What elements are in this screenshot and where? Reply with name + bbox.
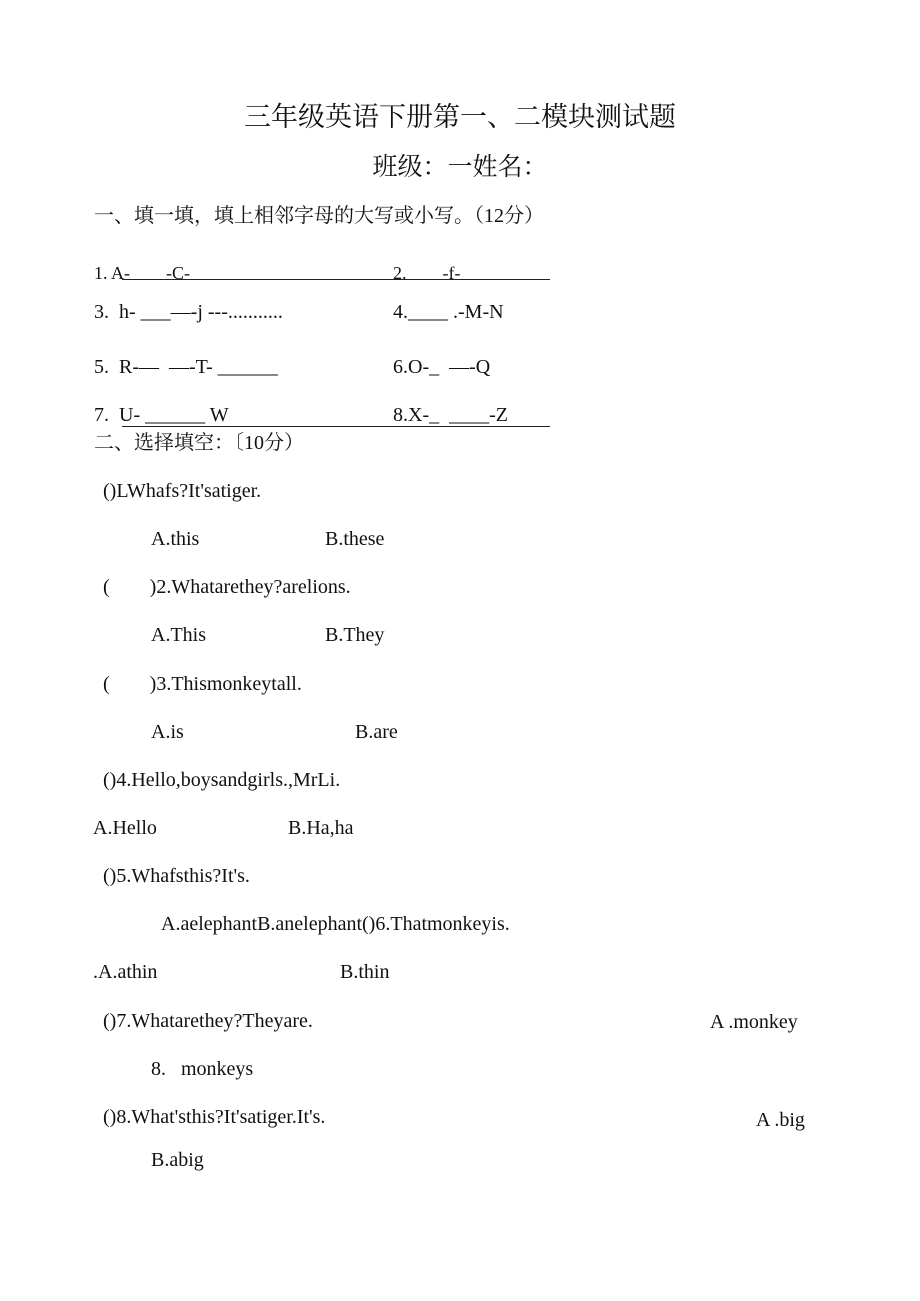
q8-option-a: A .big: [756, 1109, 805, 1131]
q6-option-a: .A.athin: [93, 961, 158, 983]
q3-stem: ( )3.Thismonkeytall.: [103, 673, 302, 695]
q4-option-a: A.Hello: [93, 817, 157, 839]
q8-option-b: B.abig: [151, 1149, 204, 1171]
page-title: 三年级英语下册第一、二模块测试题: [244, 102, 676, 132]
q2-stem: ( )2.Whatarethey?arelions.: [103, 576, 351, 598]
q5-options-q6-stem: A.aelephantB.anelephant()6.Thatmonkeyis.: [161, 913, 510, 935]
q2-option-b: B.They: [325, 624, 385, 646]
section-1-heading: 一、填一填，填上相邻字母的大写或小写。（12分）: [94, 205, 544, 227]
s1-item-1: 1. A- -C-: [94, 263, 190, 283]
q8-stem: ()8.What'sthis?It'satiger.It's.: [103, 1106, 326, 1128]
s1-item-6: 6.O-_ —-Q: [393, 356, 491, 378]
q3-option-a: A.is: [151, 721, 184, 743]
q2-option-a: A.This: [151, 624, 206, 646]
s1-item-8: 8.X-_ ____-Z: [393, 404, 508, 426]
answer-line: [122, 279, 550, 280]
q3-option-b: B.are: [355, 721, 398, 743]
answer-line: [122, 426, 550, 427]
q1-option-b: B.these: [325, 528, 385, 550]
q7-stem: ()7.Whatarethey?Theyare.: [103, 1010, 313, 1032]
q7-option-b: 8. monkeys: [151, 1058, 254, 1080]
q6-option-b: B.thin: [340, 961, 390, 983]
s1-item-5: 5. R-— —-T- ______: [94, 356, 278, 378]
section-2-heading: 二、选择填空：〔10分）: [94, 432, 304, 454]
class-name-line: 班级：一姓名：: [372, 154, 548, 181]
s1-item-3: 3. h- ___—-j ---...........: [94, 301, 283, 323]
q7-option-a: A .monkey: [710, 1011, 798, 1033]
q4-option-b: B.Ha,ha: [288, 817, 354, 839]
q1-option-a: A.this: [151, 528, 200, 550]
s1-item-2: 2. -f-: [393, 263, 461, 283]
q5-stem: ()5.Whafsthis?It's.: [103, 865, 250, 887]
q4-stem: ()4.Hello,boysandgirls.,MrLi.: [103, 769, 341, 791]
s1-item-4: 4.____ .-M-N: [393, 301, 504, 323]
s1-item-7: 7. U- ______ W: [94, 404, 229, 426]
q1-stem: ()LWhafs?It'satiger.: [103, 480, 262, 502]
